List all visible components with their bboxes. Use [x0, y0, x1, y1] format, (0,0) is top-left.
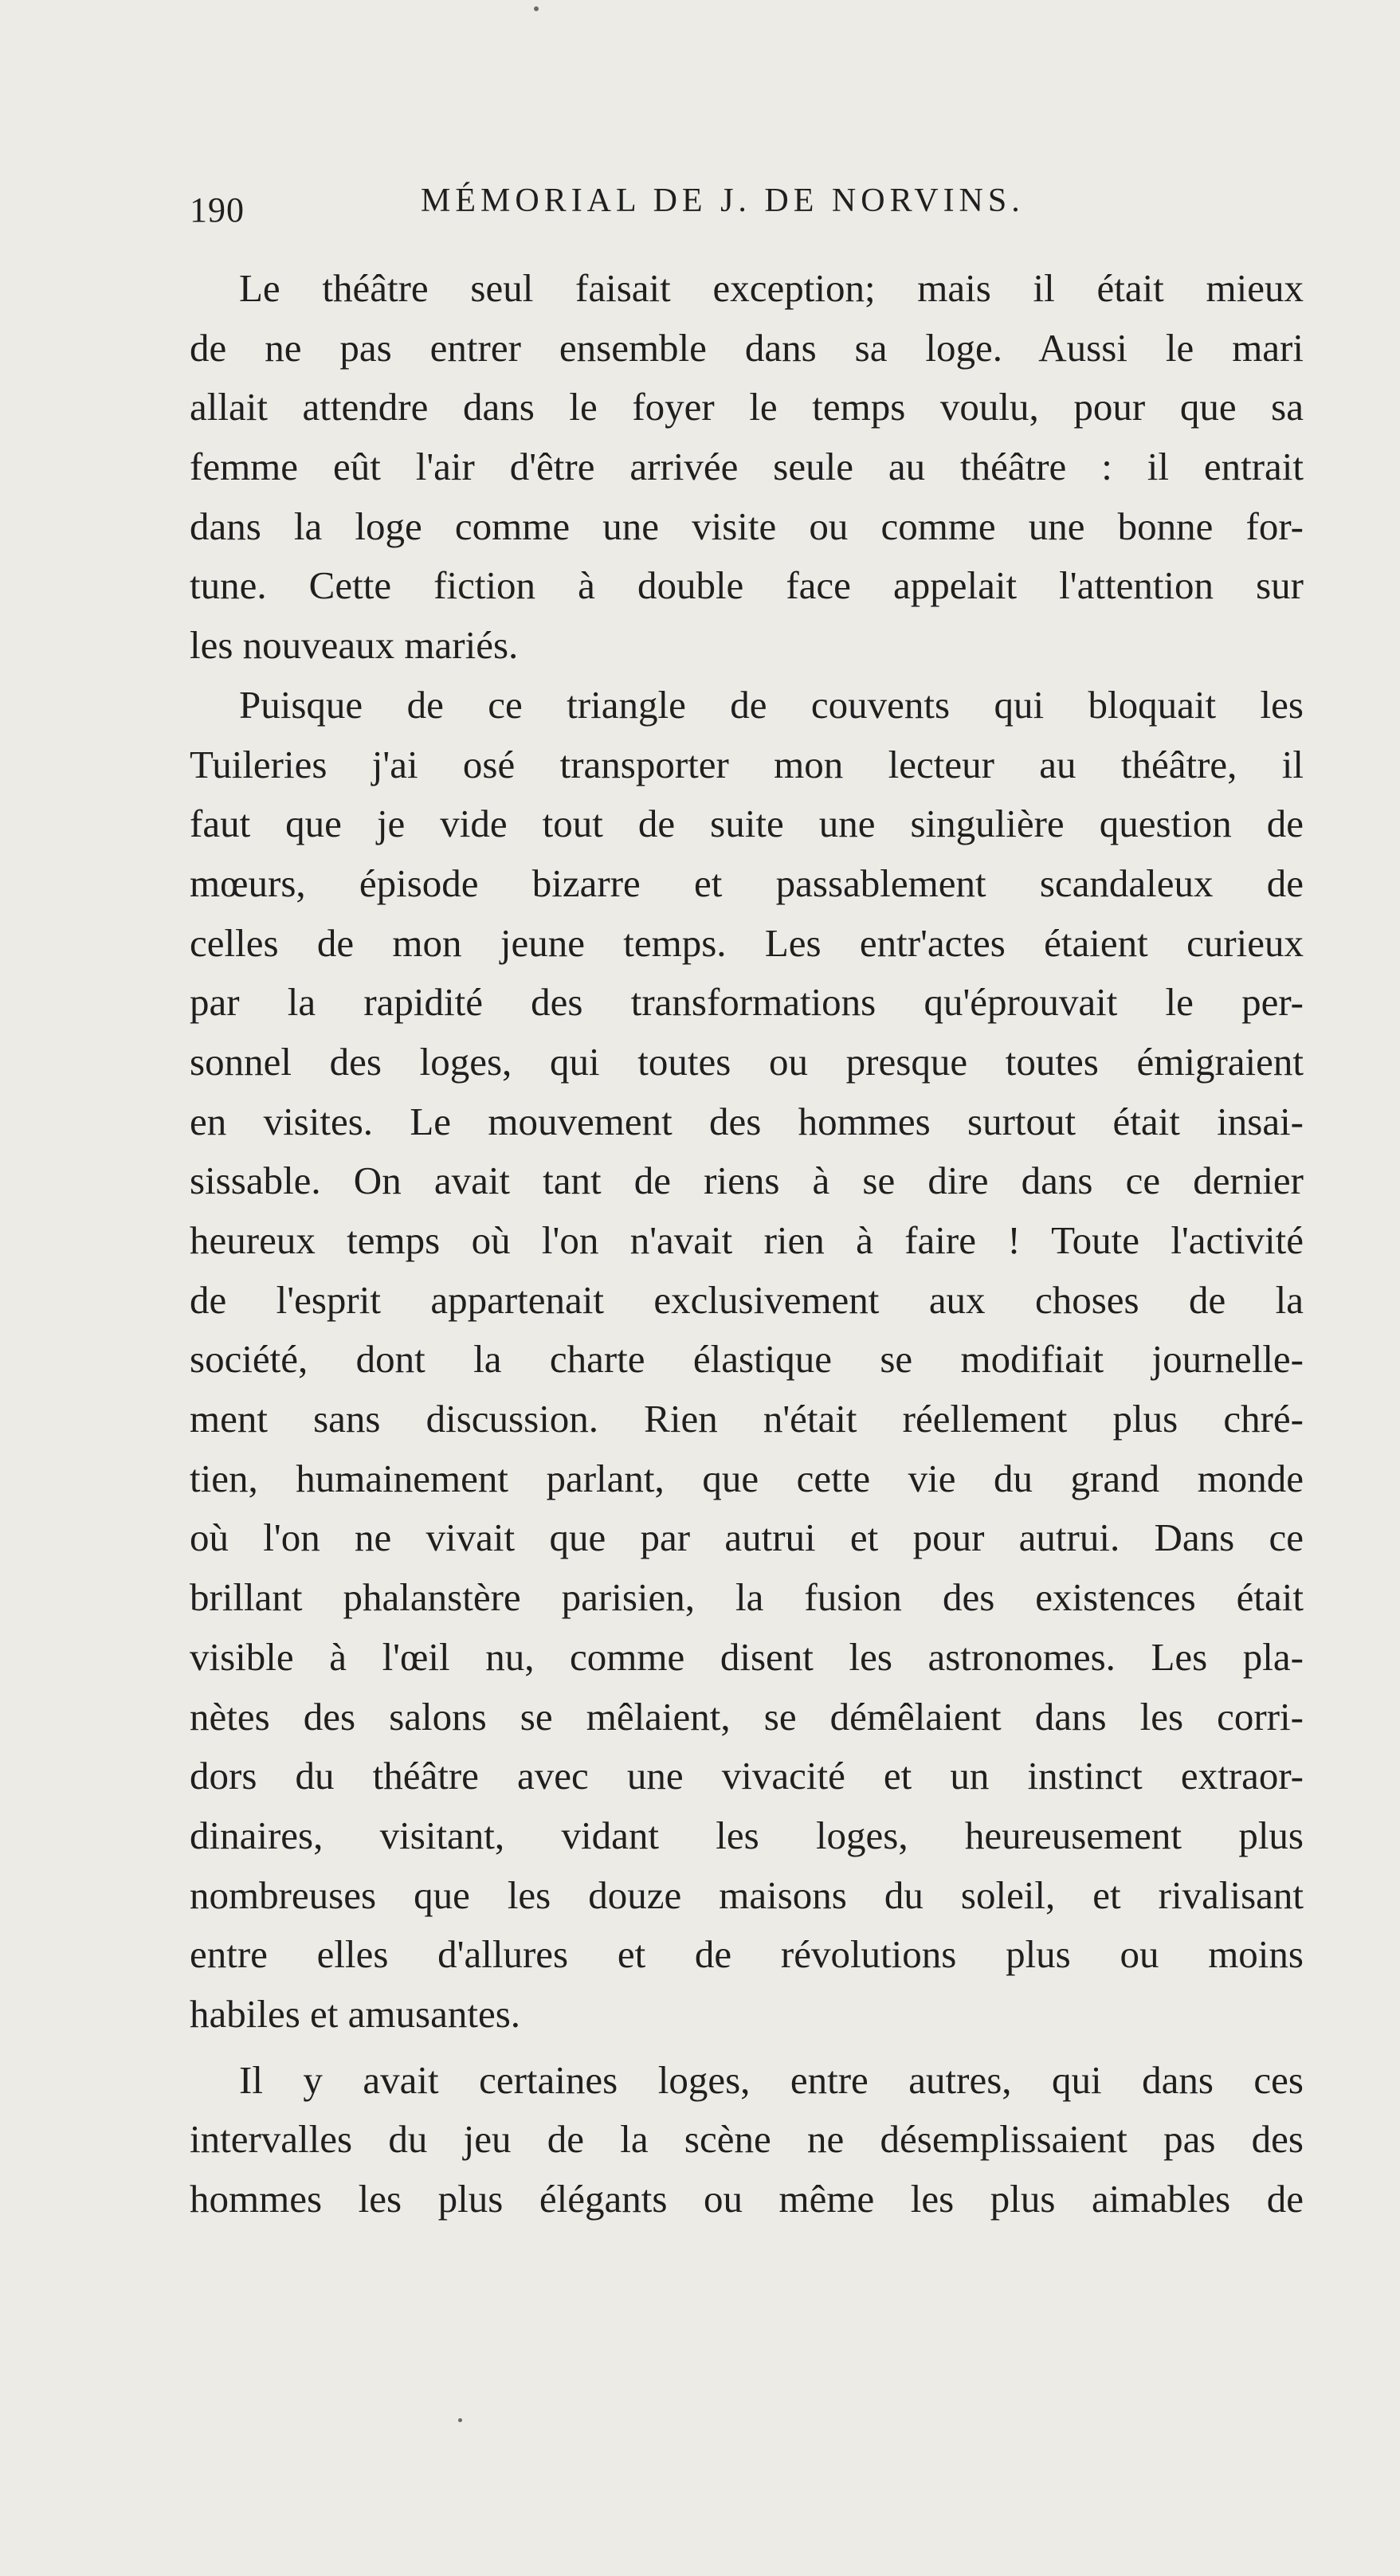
text-line: les nouveaux mariés. [190, 623, 519, 668]
paper-speck [458, 2418, 462, 2422]
page-header [190, 182, 1305, 229]
text-line: en visites. Le mouvement des hommes surtout était insai- [190, 1099, 1304, 1143]
text-line: dinaires, visitant, vidant les loges, heureusement plus [190, 1813, 1304, 1857]
body-text [190, 259, 1304, 2229]
text-line: intervalles du jeu de la scène ne désemplissaient pas des [190, 2117, 1304, 2162]
text-line: mœurs, épisode bizarre et passablement scandaleux de [190, 861, 1304, 905]
text-line: brillant phalanstère parisien, la fusion des existences était [190, 1575, 1304, 1620]
text-line: allait attendre dans le foyer le temps voulu, pour que sa [190, 385, 1304, 429]
text-line: par la rapidité des transformations qu'éprouvait le per- [190, 980, 1304, 1025]
text-line: dors du théâtre avec une vivacité et un instinct extraor- [190, 1754, 1304, 1798]
text-line: de ne pas entrer ensemble dans sa loge. Aussi le mari [190, 325, 1304, 370]
text-line: faut que je vide tout de suite une singulière question de [190, 802, 1304, 846]
text-line: hommes les plus élégants ou même les plus aimables de [190, 2177, 1304, 2221]
text-line: femme eût l'air d'être arrivée seule au théâtre : il entrait [190, 445, 1304, 489]
text-line: entre elles d'allures et de révolutions plus ou moins [190, 1932, 1304, 1977]
text-line: ment sans discussion. Rien n'était réellement plus chré- [190, 1397, 1304, 1441]
text-line: nètes des salons se mêlaient, se démêlaient dans les corri- [190, 1694, 1304, 1739]
text-line: sonnel des loges, qui toutes ou presque toutes émigraient [190, 1039, 1304, 1084]
text-line: visible à l'œil nu, comme disent les astronomes. Les pla- [190, 1634, 1304, 1679]
text-line: nombreuses que les douze maisons du soleil, et rivalisant [190, 1872, 1304, 1917]
text-line: celles de mon jeune temps. Les entr'actes étaient curieux [190, 920, 1304, 965]
text-line: Il y avait certaines loges, entre autres, qui dans ces [239, 2057, 1304, 2102]
text-line: Puisque de ce triangle de couvents qui bloquait les [239, 682, 1304, 727]
text-line: heureux temps où l'on n'avait rien à faire ! Toute l'activité [190, 1218, 1304, 1262]
page-number: 190 [190, 190, 245, 229]
text-line: où l'on ne vivait que par autrui et pour autrui. Dans ce [190, 1515, 1304, 1560]
text-line: de l'esprit appartenait exclusivement aux choses de la [190, 1277, 1304, 1322]
paper-speck [534, 6, 539, 11]
running-title: MÉMORIAL DE J. DE NORVINS. [421, 182, 1025, 219]
text-line: société, dont la charte élastique se modifiait journelle- [190, 1337, 1304, 1382]
text-line: dans la loge comme une visite ou comme une bonne for- [190, 504, 1304, 548]
text-line: tien, humainement parlant, que cette vie du grand monde [190, 1456, 1304, 1500]
text-line: tune. Cette fiction à double face appelait l'attention sur [190, 563, 1304, 608]
text-line: Tuileries j'ai osé transporter mon lecteur au théâtre, il [190, 742, 1304, 786]
text-line: habiles et amusantes. [190, 1991, 521, 2036]
text-line: sissable. On avait tant de riens à se dire dans ce dernier [190, 1159, 1304, 1203]
text-line: Le théâtre seul faisait exception; mais il était mieux [239, 266, 1304, 310]
